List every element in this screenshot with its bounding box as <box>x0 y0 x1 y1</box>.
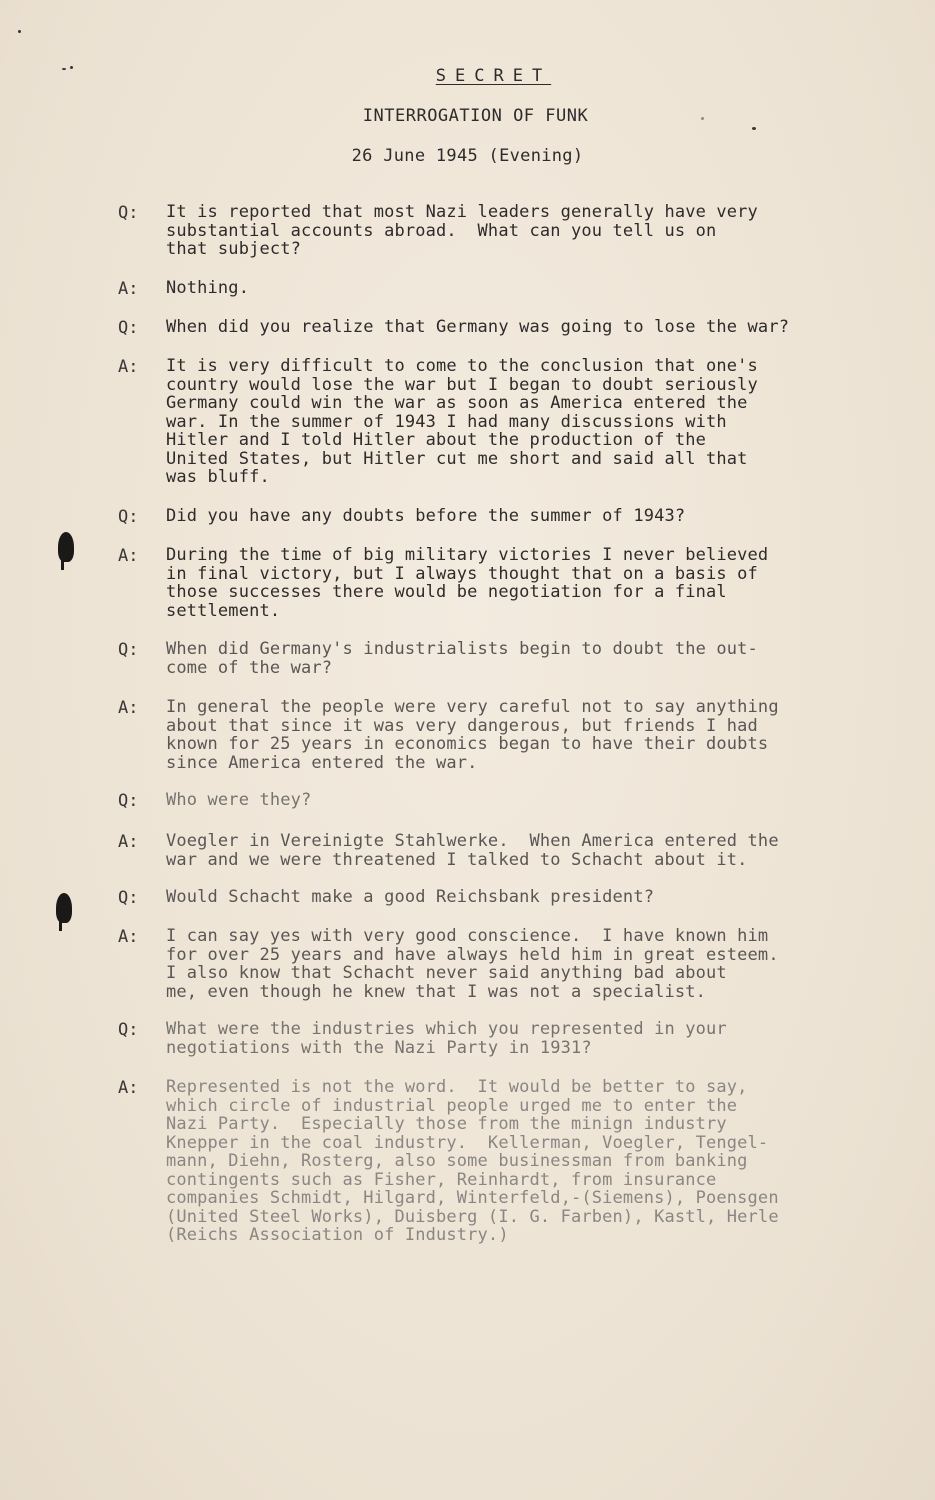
speaker-label: Q: <box>118 203 139 223</box>
speaker-label: Q: <box>118 791 139 811</box>
speaker-label: Q: <box>118 318 139 338</box>
entry-text: Voegler in Vereinigte Stahlwerke. When America entered the war and we were threatened I talked to Schacht about it. <box>166 831 779 870</box>
entry-text: It is reported that most Nazi leaders generally have very substantial accounts abroad. What can you tell us on that subject? <box>166 202 758 259</box>
entry-text: I can say yes with very good conscience. I have known him for over 25 years and have always held him in great esteem. I also know that Schacht never said anything bad about me, even though he knew that I was not a specialist. <box>166 926 779 1002</box>
speaker-label: Q: <box>118 507 139 527</box>
paper-speck <box>62 68 66 70</box>
qa-entry-12 <box>118 927 878 1001</box>
entry-text: Who were they? <box>166 790 312 810</box>
qa-entry-9 <box>118 791 878 810</box>
entry-text: Did you have any doubts before the summer of 1943? <box>166 506 686 526</box>
speaker-label: A: <box>118 546 139 566</box>
qa-entry-7 <box>118 640 878 677</box>
speaker-label: A: <box>118 357 139 377</box>
entry-text: Would Schacht make a good Reichsbank president? <box>166 887 655 907</box>
speaker-label: Q: <box>118 888 139 908</box>
qa-entry-8 <box>118 698 878 772</box>
entry-text: During the time of big military victories I never believed in final victory, but I always thought that on a basis of those successes there would be negotiation for a final settlement. <box>166 545 769 621</box>
speaker-label: A: <box>118 927 139 947</box>
qa-entry-5 <box>118 507 878 526</box>
speaker-label: Q: <box>118 640 139 660</box>
entry-text: When did Germany's industrialists begin to doubt the out- come of the war? <box>166 639 758 678</box>
speaker-label: A: <box>118 698 139 718</box>
qa-entry-10 <box>118 832 878 869</box>
entry-text: In general the people were very careful not to say anything about that since it was very dangerous, but friends I had known for 25 years in economics began to have their doubts since America entered the war. <box>166 697 779 773</box>
qa-entry-11 <box>118 888 878 907</box>
qa-entry-2 <box>118 279 878 298</box>
entry-text: Represented is not the word. It would be better to say, which circle of industrial people urged me to enter the Nazi Party. Especially those from the minign industry Knepper in the coal industry. Kellerman, Voegler, Tengel- mann, Diehn, Rosterg, also some businessman from banking contingents such as Fisher, Reinhardt, from insurance companies Schmidt, Hilgard, Winterfeld,-(Siemens), Poensgen (United Steel Works), Duisberg (I. G. Farben), Kastl, Herle (Reichs Association of Industry.) <box>166 1077 779 1245</box>
paper-speck <box>70 66 73 69</box>
entry-text: Nothing. <box>166 278 250 298</box>
entry-text: When did you realize that Germany was going to lose the war? <box>166 317 790 337</box>
qa-entry-4 <box>118 357 878 487</box>
speaker-label: Q: <box>118 1020 139 1040</box>
speaker-label: A: <box>118 279 139 299</box>
classification-label: SECRET <box>435 66 552 86</box>
speaker-label: A: <box>118 1078 139 1098</box>
ink-blot-mark <box>56 893 72 923</box>
entry-text: It is very difficult to come to the conclusion that one's country would lose the war but I began to doubt seriously Germany could win the war as soon as America entered the war. In the summer of 1943 I had many discussions with Hitler and I told Hitler about the production of the United States, but Hitler cut me short and said all that was bluff. <box>166 356 758 487</box>
qa-entry-14 <box>118 1078 878 1245</box>
paper-speck <box>752 127 756 130</box>
entry-text: What were the industries which you represented in your negotiations with the Nazi Party in 1931? <box>166 1019 727 1058</box>
paper-speck <box>701 117 704 120</box>
paper-speck <box>18 30 21 33</box>
document-title: INTERROGATION OF FUNK <box>362 106 589 126</box>
qa-entry-13 <box>118 1020 878 1057</box>
ink-blot-mark <box>58 532 74 562</box>
document-date: 26 June 1945 (Evening) <box>351 146 584 166</box>
qa-entry-1 <box>118 203 878 259</box>
qa-entry-3 <box>118 318 878 337</box>
speaker-label: A: <box>118 832 139 852</box>
qa-entry-6 <box>118 546 878 620</box>
